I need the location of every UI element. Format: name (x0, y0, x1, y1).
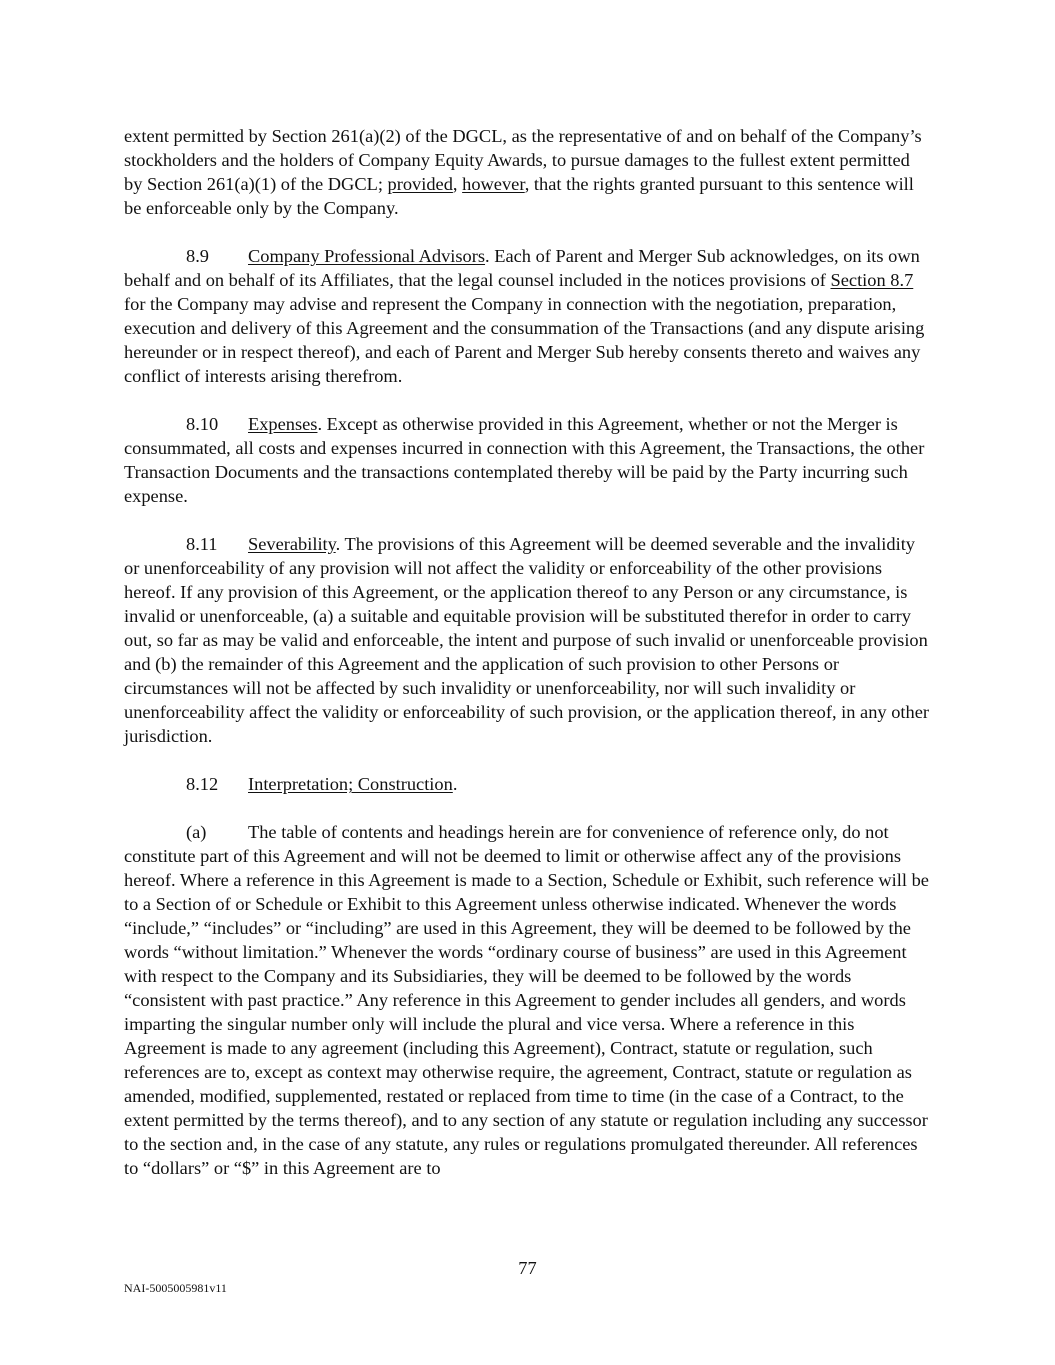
section-heading: Interpretation; Construction (248, 774, 453, 794)
page-number: 77 (518, 1258, 537, 1278)
paragraph-text: , that the rights granted pursuant to this sentence will be enforceable only by the Company. (124, 174, 914, 218)
section-number: 8.10 (186, 414, 219, 434)
section-text: . Except as otherwise provided in this Agreement, whether or not the Merger is consummated, all costs and expenses incurred in connection with this Agreement, the Transactions, the other Transaction Documents and the transactions contemplated thereby will be paid by the Party incurring such expense. (124, 414, 925, 506)
however-term: however (462, 174, 525, 194)
document-body (124, 124, 932, 1204)
section-heading: Severability (248, 534, 336, 554)
section-number: 8.11 (186, 534, 218, 554)
section-heading: Expenses (248, 414, 318, 434)
section-8-9 (124, 244, 932, 388)
section-text: for the Company may advise and represent the Company in connection with the negotiation, preparation, execution and delivery of this Agreement and the consummation of the Transactions (and any dispute arising hereunder or in respect thereof), and each of Parent and Merger Sub hereby consents thereto and waives any conflict of interests arising therefrom. (124, 294, 925, 386)
paragraph-text: extent permitted by Section 261(a)(2) of the DGCL, as the representative of and on behalf of the Company’s stockholders and the holders of Company Equity Awards, to pursue damages to the fullest extent permitted by Section 261(a)(1) of the DGCL; (124, 126, 922, 194)
section-heading: Company Professional Advisors (248, 246, 486, 266)
subsection-text: The table of contents and headings herein are for convenience of reference only, do not constitute part of this Agreement and will not be deemed to limit or otherwise affect any of the provisions hereof. Where a reference in this Agreement is made to a Section, Schedule or Exhibit, such reference will be to a Section of or Schedule or Exhibit to this Agreement unless otherwise indicated. Whenever the words “include,” “includes” or “including” are used in this Agreement, they will be deemed to be followed by the words “without limitation.” Whenever the words “ordinary course of business” are used in this Agreement with respect to the Company and its Subsidiaries, they will be deemed to be followed by the words “consistent with past practice.” Any reference in this Agreement to gender includes all genders, and words imparting the singular number only will include the plural and vice versa. Where a reference in this Agreement is made to any agreement (including this Agreement), Contract, statute or regulation, such references are to, except as context may otherwise require, the agreement, Contract, statute or regulation as amended, modified, supplemented, restated or replaced from time to time (in the case of a Contract, to the extent permitted by the terms thereof), and to any section of any statute or regulation including any successor to the section and, in the case of any statute, any rules or regulations promulgated thereunder. All references to “dollars” or “$” in this Agreement are to (124, 822, 929, 1178)
document-id: NAI-5005005981v11 (124, 1281, 227, 1295)
section-8-12-a (124, 820, 932, 1180)
subsection-number: (a) (186, 822, 207, 842)
paragraph-text: , (452, 174, 463, 194)
paragraph-continuation (124, 124, 932, 220)
provided-term: provided (387, 174, 453, 194)
section-text: . (452, 774, 458, 794)
section-reference: Section 8.7 (830, 270, 914, 290)
section-8-12 (124, 772, 932, 796)
section-text: . The provisions of this Agreement will be deemed severable and the invalidity or unenforceability of any provision will not affect the validity or enforceability of the other provisions hereof. If any provision of this Agreement, or the application thereof to any Person or any circumstance, is invalid or unenforceable, (a) a suitable and equitable provision will be substituted therefor in order to carry out, so far as may be valid and enforceable, the intent and purpose of such invalid or unenforceable provision and (b) the remainder of this Agreement and the application of such provision to other Persons or circumstances will not be affected by such invalidity or unenforceability, nor will such invalidity or unenforceability affect the validity or enforceability of such provision, or the application thereof, in any other jurisdiction. (124, 534, 929, 746)
section-number: 8.12 (186, 774, 219, 794)
section-8-10 (124, 412, 932, 508)
section-number: 8.9 (186, 246, 209, 266)
section-text: . Each of Parent and Merger Sub acknowledges, on its own behalf and on behalf of its Affiliates, that the legal counsel included in the notices provisions of (124, 246, 920, 290)
section-8-11 (124, 532, 932, 748)
